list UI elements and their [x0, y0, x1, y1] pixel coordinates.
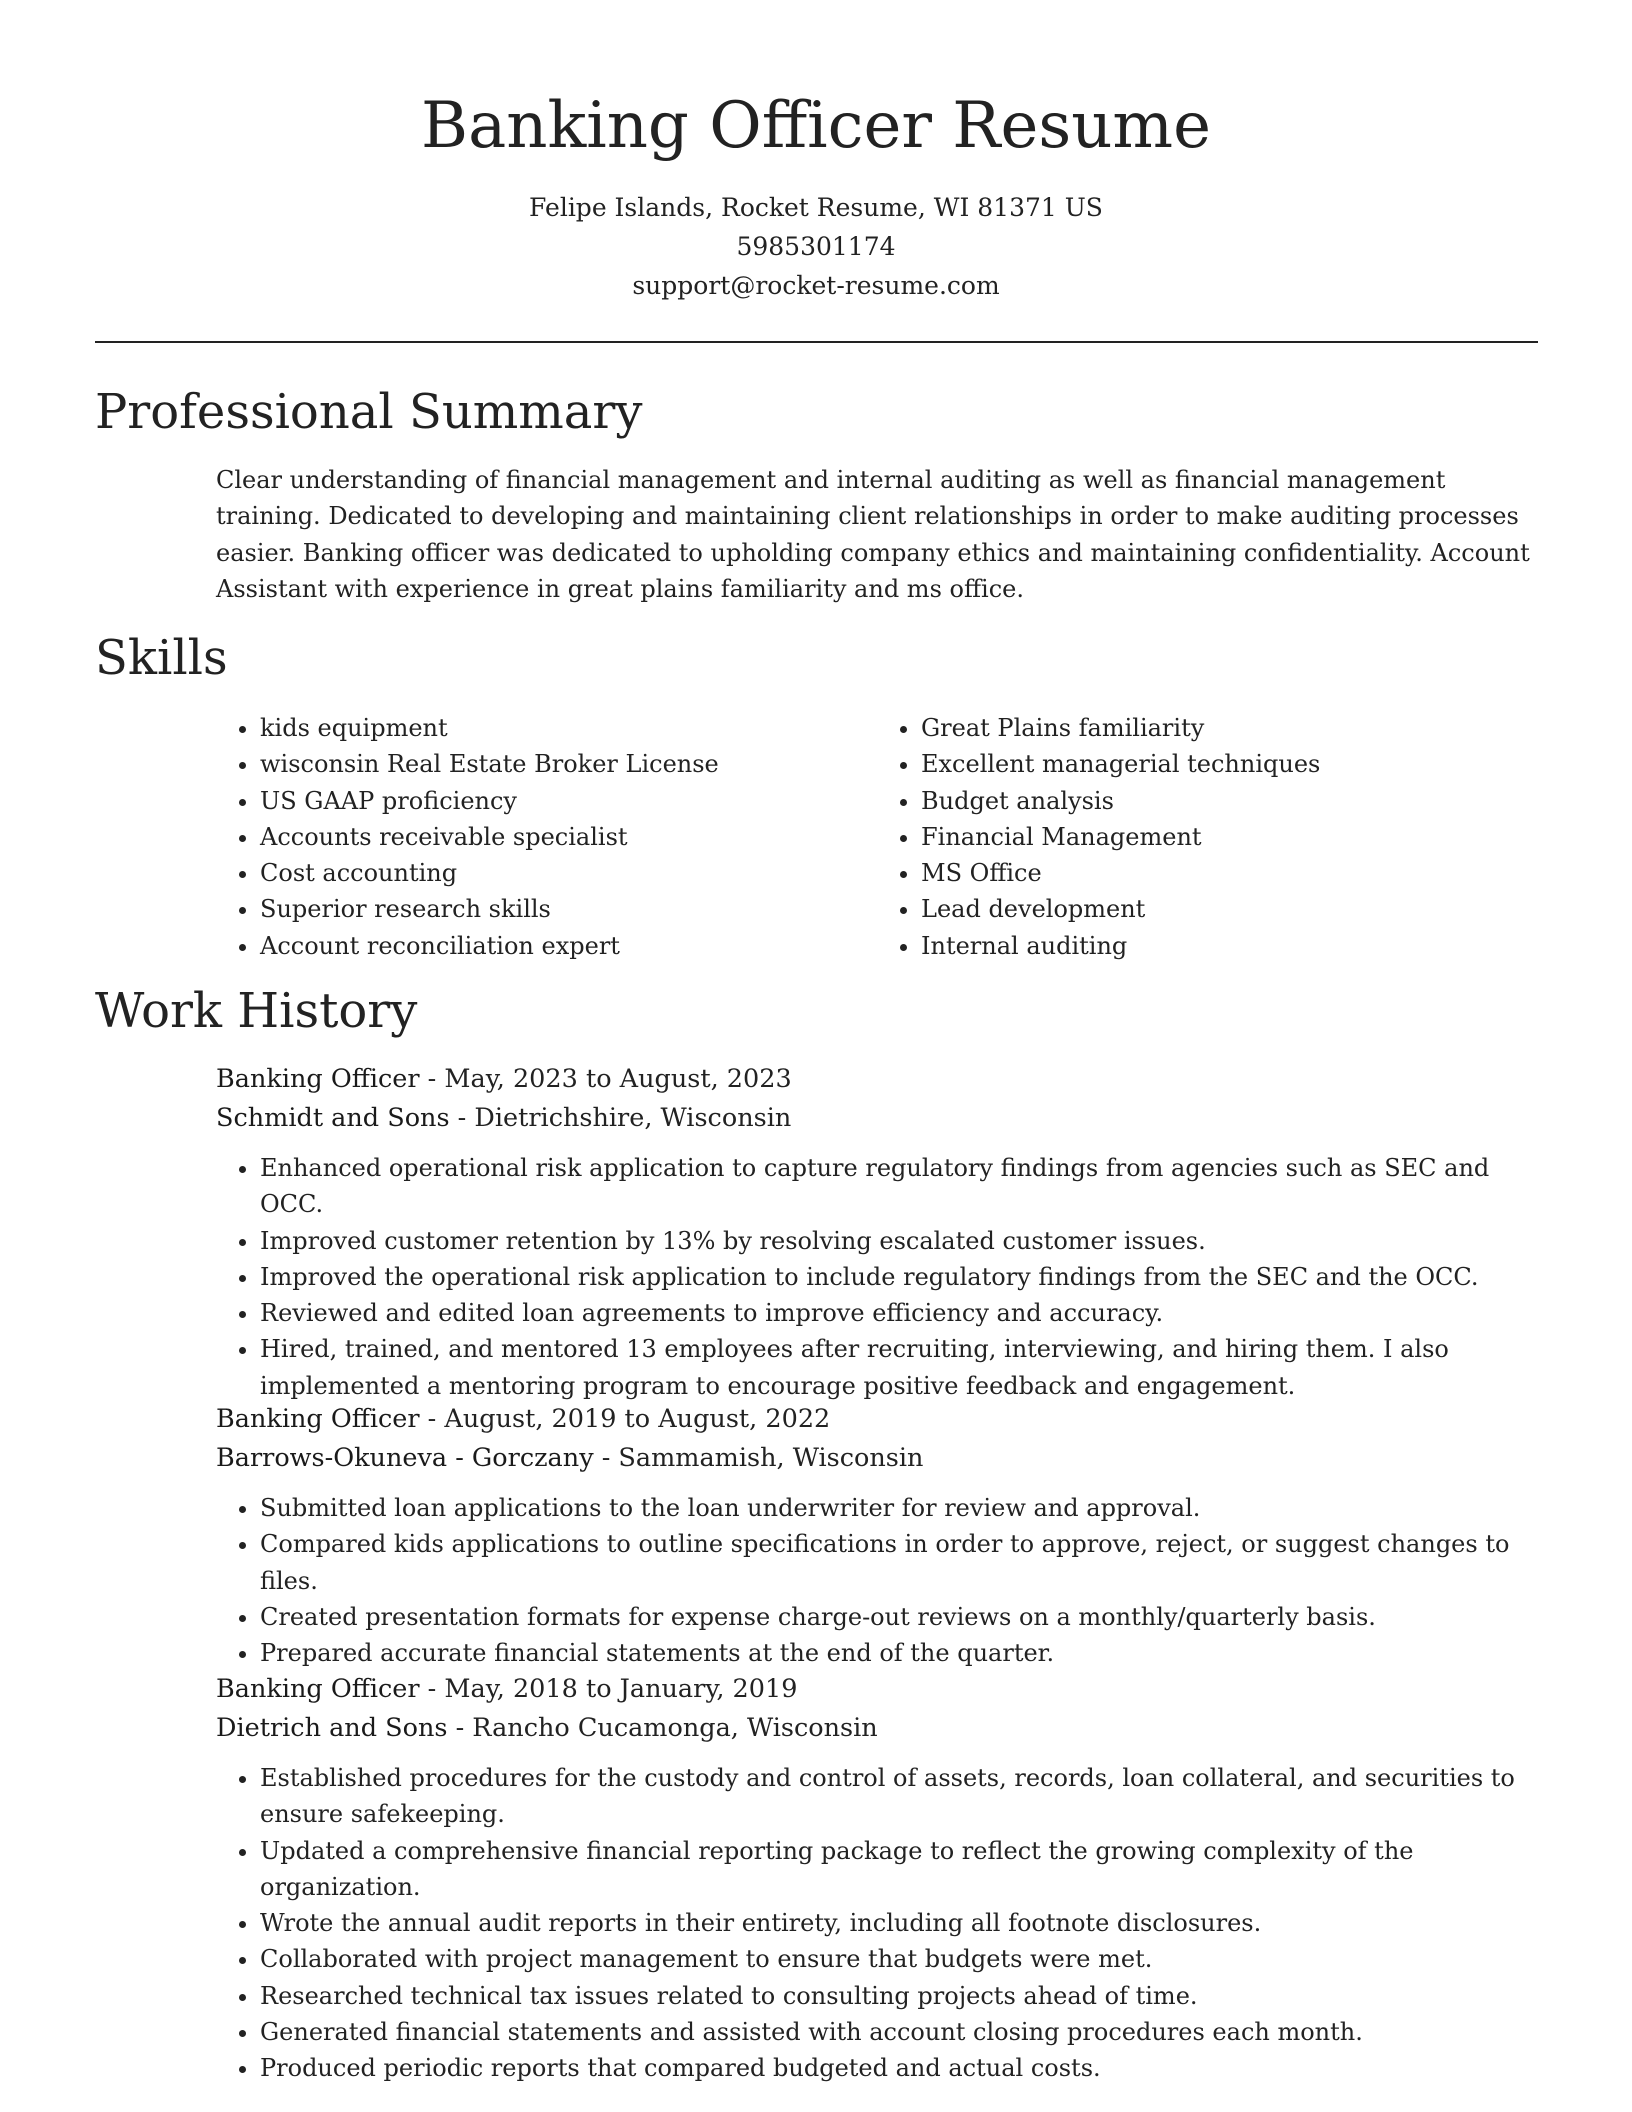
skills-heading: Skills [95, 630, 228, 686]
job-bullet: • Updated a comprehensive financial reporting package to reflect the growing complexity of the organization. [260, 1833, 1538, 1906]
job-bullet: • Created presentation formats for expense charge-out reviews on a monthly/quarterly basis. [260, 1599, 1538, 1635]
job-company: Dietrich and Sons [216, 1713, 448, 1743]
job-company-line [216, 1439, 1538, 1478]
job-bullet: • Improved customer retention by 13% by resolving escalated customer issues. [260, 1223, 1538, 1259]
job-title-line [216, 1060, 1538, 1099]
skill-item: • US GAAP proficiency [260, 783, 877, 819]
header-divider [95, 341, 1538, 343]
job-dates: - May, 2018 to January, 2019 [419, 1674, 798, 1704]
job-entry [216, 1670, 1538, 2087]
job-bullet: • Generated financial statements and assisted with account closing procedures each month. [260, 2014, 1538, 2050]
resume-title: Banking Officer Resume [421, 89, 1211, 163]
job-bullet: • Submitted loan applications to the loan underwriter for review and approval. [260, 1490, 1538, 1526]
job-title: Banking Officer [216, 1674, 420, 1704]
job-bullets [216, 1150, 1538, 1404]
job-title-line [216, 1400, 1538, 1439]
skills-list [216, 710, 1538, 964]
skill-item: • Internal auditing [921, 928, 1538, 964]
job-location: - Dietrichshire, Wisconsin [449, 1103, 792, 1133]
job-bullet: • Wrote the annual audit reports in their entirety, including all footnote disclosures. [260, 1905, 1538, 1941]
skill-item: • Budget analysis [921, 783, 1538, 819]
job-bullets [216, 1490, 1538, 1671]
job-bullet: • Hired, trained, and mentored 13 employees after recruiting, interviewing, and hiring them. I also implemented a mentoring program to encourage positive feedback and engagement. [260, 1331, 1538, 1404]
skill-item: • Account reconciliation expert [260, 928, 877, 964]
contact-email: support@rocket-resume.com [632, 271, 1000, 300]
job-bullet: • Produced periodic reports that compared budgeted and actual costs. [260, 2050, 1538, 2086]
skill-item: • Superior research skills [260, 891, 877, 927]
skill-item: • Financial Management [921, 819, 1538, 855]
job-bullet: • Compared kids applications to outline specifications in order to approve, reject, or suggest changes to files. [260, 1526, 1538, 1599]
job-bullet: • Reviewed and edited loan agreements to improve efficiency and accuracy. [260, 1295, 1538, 1331]
job-location: - Rancho Cucamonga, Wisconsin [447, 1713, 878, 1743]
summary-heading: Professional Summary [95, 384, 643, 440]
contact-phone: 5985301174 [736, 232, 896, 261]
job-title-line [216, 1670, 1538, 1709]
job-bullet: • Established procedures for the custody and control of assets, records, loan collateral, and securities to ensure safekeeping. [260, 1760, 1538, 1833]
job-entry [216, 1060, 1538, 1404]
skill-item: • Great Plains familiarity [921, 710, 1538, 746]
skills-column-left [216, 710, 877, 964]
skill-item: • Lead development [921, 891, 1538, 927]
job-dates: - August, 2019 to August, 2022 [419, 1404, 831, 1434]
skill-item: • kids equipment [260, 710, 877, 746]
skill-item: • wisconsin Real Estate Broker License [260, 746, 877, 782]
job-bullet: • Prepared accurate financial statements at the end of the quarter. [260, 1635, 1538, 1671]
job-dates: - May, 2023 to August, 2023 [419, 1064, 792, 1094]
job-company: Schmidt and Sons [216, 1103, 450, 1133]
job-bullets [216, 1760, 1538, 2087]
job-company-line [216, 1709, 1538, 1748]
skill-item: • Excellent managerial techniques [921, 746, 1538, 782]
job-location: - Sammamish, Wisconsin [593, 1443, 924, 1473]
job-bullet: • Researched technical tax issues related to consulting projects ahead of time. [260, 1978, 1538, 2014]
skill-item: • MS Office [921, 855, 1538, 891]
resume-header [0, 0, 1632, 305]
contact-address: Felipe Islands, Rocket Resume, WI 81371 US [529, 193, 1103, 222]
job-bullet: • Enhanced operational risk application to capture regulatory findings from agencies such as SEC and OCC. [260, 1150, 1538, 1223]
job-title: Banking Officer [216, 1404, 420, 1434]
skills-column-right [877, 710, 1538, 964]
job-entry [216, 1400, 1538, 1671]
contact-block [0, 188, 1632, 305]
job-company: Barrows-Okuneva - Gorczany [216, 1443, 594, 1473]
job-bullet: • Improved the operational risk application to include regulatory findings from the SEC and the OCC. [260, 1259, 1538, 1295]
work-history-heading: Work History [95, 983, 418, 1039]
skill-item: • Accounts receivable specialist [260, 819, 877, 855]
skill-item: • Cost accounting [260, 855, 877, 891]
summary-text: Clear understanding of financial management and internal auditing as well as financial management training. Dedicated to developing and maintaining client relationships in order to make auditing processes easier. Banking officer was dedicated to upholding company ethics and maintaining confidentiality. Account Assistant with experience in great plains familiarity and ms office. [216, 466, 1530, 603]
job-title: Banking Officer [216, 1064, 420, 1094]
job-company-line [216, 1099, 1538, 1138]
job-bullet: • Collaborated with project management to ensure that budgets were met. [260, 1941, 1538, 1977]
